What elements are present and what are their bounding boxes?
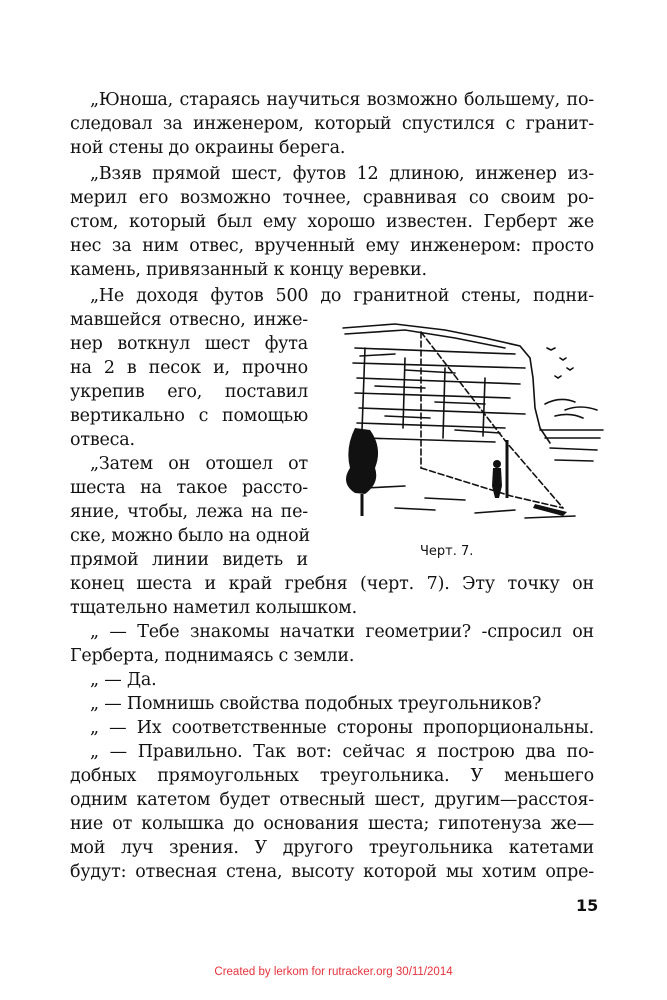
- text-line: мавшейся отвесно, инже-: [70, 310, 308, 330]
- text-line: „Взяв прямой шест, футов 12 длиною, инженер из-: [90, 164, 594, 184]
- text-line: „ — Правильно. Так вот: сейчас я построю два по-: [90, 742, 594, 762]
- text-line: на 2 в песок и, прочно: [70, 358, 308, 378]
- text-line: добных прямоугольных треугольника. У меньшего: [70, 766, 594, 786]
- text-line: прямой линии видеть и: [70, 550, 308, 570]
- text-line: „ — Тебе знакомы начатки геометрии? -спросил он: [90, 622, 594, 642]
- text-line: мой луч зрения. У другого треугольника катетами: [70, 838, 594, 858]
- text-line: „ — Их соответственные стороны пропорциональны.: [90, 718, 594, 738]
- text-line: будут: отвесная стена, высоту которой мы хотим опре-: [70, 862, 594, 882]
- text-line: камень, привязанный к концу веревки.: [70, 260, 427, 280]
- text-line: нер воткнул шест фута: [70, 334, 308, 354]
- text-line: ске, можно было на одной: [70, 526, 310, 546]
- text-line: отвеса.: [70, 430, 135, 450]
- text-line: „Не доходя футов 500 до гранитной стены, подни-: [90, 286, 594, 306]
- page-number: 15: [576, 896, 599, 915]
- text-line: яние, чтобы, лежа на пе-: [70, 502, 308, 522]
- text-line: нес за ним отвес, врученный ему инженером: просто: [70, 236, 594, 256]
- text-line: стом, который был ему хорошо известен. Герберт же: [70, 212, 594, 232]
- text-line: „ — Помнишь свойства подобных треугольников?: [90, 694, 542, 714]
- text-line: следовал за инженером, который спустился с гранит-: [70, 114, 594, 134]
- cliff-drawing: [335, 318, 605, 528]
- text-line: мерил его возможно точнее, сравнивая со своим ро-: [70, 188, 594, 208]
- watermark: Created by lerkom for rutracker.org 30/11/2014: [214, 966, 453, 978]
- text-line: тщательно наметил колышком.: [70, 598, 357, 618]
- text-line: Герберта, поднимаясь с земли.: [70, 646, 355, 666]
- text-line: ние от колышка до основания шеста; гипотенуза же—: [70, 814, 594, 834]
- text-line: шеста на такое рассто-: [70, 478, 308, 498]
- text-line: ной стены до окраины берега.: [70, 138, 346, 158]
- cliff-illustration-icon: [335, 318, 605, 528]
- text-line: „Юноша, стараясь научиться возможно большему, по-: [90, 90, 594, 110]
- text-line: конец шеста и край гребня (черт. 7). Эту точку он: [70, 574, 594, 594]
- text-line: одним катетом будет отвесный шест, другим—расстоя-: [70, 790, 594, 810]
- figure-caption: Черт. 7.: [420, 544, 474, 559]
- text-line: „ — Да.: [90, 670, 157, 690]
- text-line: укрепив его, поставил: [70, 382, 308, 402]
- text-line: вертикально с помощью: [70, 406, 308, 426]
- text-line: „Затем он отошел от: [90, 454, 308, 474]
